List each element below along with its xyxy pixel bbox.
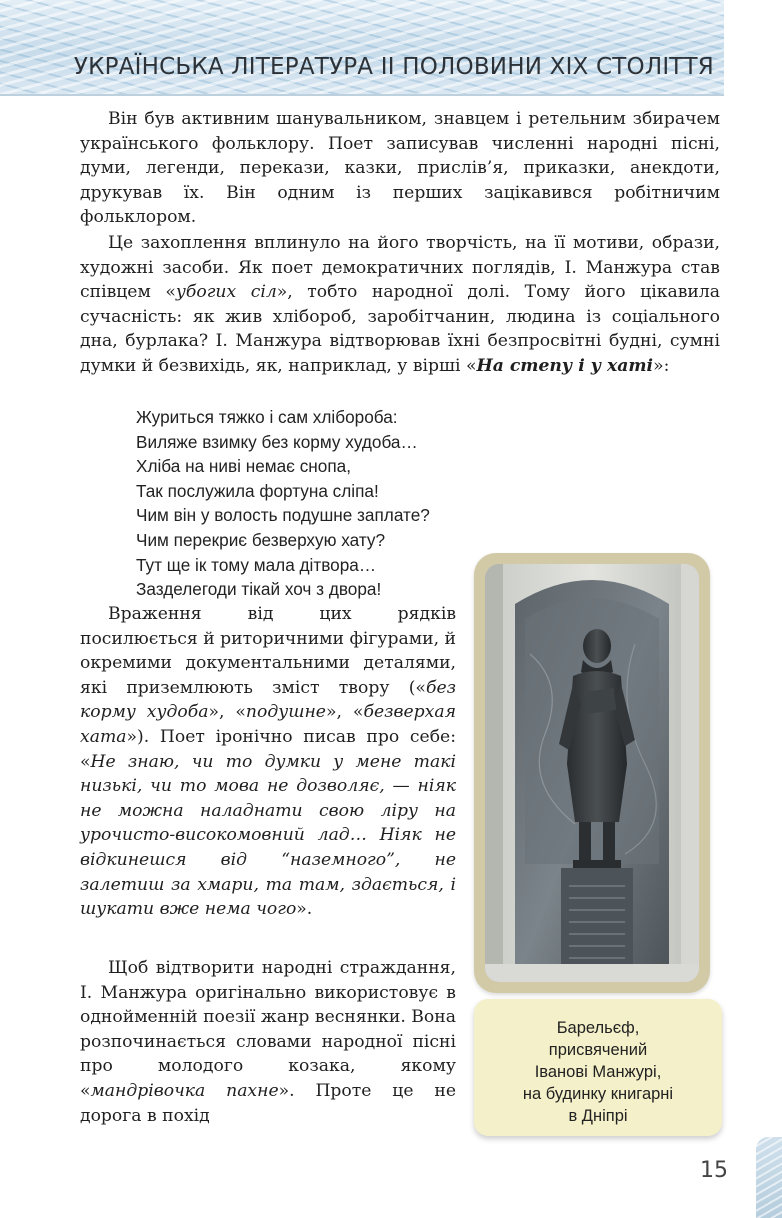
bas-relief-image: [485, 564, 699, 982]
paragraph-3-text: ».: [296, 899, 313, 920]
poem-line: Хліба на ниві немає снопа,: [136, 456, 351, 477]
paragraph-4: [80, 956, 456, 1128]
photo-caption: [474, 999, 722, 1136]
quote-author-self-irony: Не знаю, чи то думки у мене такі низькі, чи то мова не дозволяє, — ніяк не можна наладнати свою ліру на урочисто-високомовний лад… Ніяк не відкинешся від “наземного”, не залетиш за хмари, та там, здається, і шукати вже нема чого: [80, 751, 456, 920]
running-header-title: УКРАЇНСЬКА ЛІТЕРАТУРА ІІ ПОЛОВИНИ ХІХ СТОЛІТТЯ: [73, 54, 714, 80]
page-edge-decoration: [756, 1137, 782, 1218]
quote-bez-kormu-khudoba: без корму худоба: [80, 677, 456, 723]
page-number: 15: [700, 1158, 728, 1183]
poem-line: Тут ще ік тому мала дітвора…: [136, 554, 377, 575]
page-header-banner: [0, 0, 724, 96]
bas-relief-photo: [474, 553, 710, 993]
caption-line: в Дніпрі: [568, 1107, 628, 1125]
poem-line: Чим перекриє безверхую хату?: [136, 529, 386, 550]
quote-ubohykh-sil: убогих сіл: [175, 282, 277, 303]
quote-podushne: подушне: [245, 702, 326, 723]
caption-line: Іванові Манжурі,: [534, 1063, 662, 1081]
paragraph-3-text: », «: [208, 702, 246, 723]
quote-bezverkhaia-khata: безверхая хата: [80, 702, 456, 747]
poem-excerpt: [136, 405, 430, 602]
paragraph-1-text: Він був активним шанувальником, знавцем і ретельним збирачем українського фольклору. Поет записував численні народні пісні, думи, легенди, перекази, казки, прислів’я, приказки, анекдоти, друкував їх. Він одним із перших зацікавився робітничим фольклором.: [80, 109, 720, 228]
paragraph-4-text: ». Проте це не дорога в похід: [80, 1080, 456, 1126]
poem-line: Зазделегоди тікай хоч з двора!: [136, 579, 382, 600]
paragraph-2-text: Це захоплення вплинуло на його творчість, на її мотиви, образи, художні засоби. Як поет демократичних поглядів, І. Манжура став співцем «: [80, 233, 720, 303]
paragraph-4-text: Щоб відтворити народні страждання, І. Манжура оригінально використовує в однойменній поезії жанр веснянки. Вона розпочинається словами народної пісні про молодого козака, якому «: [80, 958, 456, 1101]
paragraph-2-text: »:: [653, 355, 670, 376]
poem-line: Виляже взимку без корму худоба…: [136, 431, 418, 452]
paragraph-3-text: »). Поет іронічно писав про себе: «: [80, 726, 456, 772]
paragraph-3-text: Враження від цих рядків посилюється й риторичними фігурами, й окремими документальними деталями, які приземлюють зміст твору («: [80, 604, 456, 698]
paragraph-3-text: », «: [325, 702, 364, 723]
paragraph-3: [80, 602, 456, 922]
paragraph-1: [80, 107, 720, 230]
poem-line: Журиться тяжко і сам хлібороба:: [136, 407, 398, 427]
paragraph-2: [80, 231, 720, 379]
caption-line: на будинку книгарні: [522, 1085, 674, 1103]
quote-mandrivochka-pakhne: мандрівочка пахне: [90, 1080, 279, 1101]
caption-line: Барельєф,: [556, 1019, 640, 1037]
caption-line: присвячений: [548, 1041, 648, 1059]
poem-line: Чим він у волость подушне заплате?: [136, 505, 430, 526]
paragraph-2-text: », тобто народної долі. Тому його цікавила сучасність: як жив хлібороб, заробітчанин, людина із соціального дна, бурлака? І. Манжура відтворював їхні безпросвітні будні, сумні думки й безвихідь, як, наприклад, у вірші «: [80, 282, 721, 376]
poem-title: На степу і у хаті: [476, 355, 654, 376]
poem-line: Так послужила фортуна сліпа!: [136, 480, 379, 501]
